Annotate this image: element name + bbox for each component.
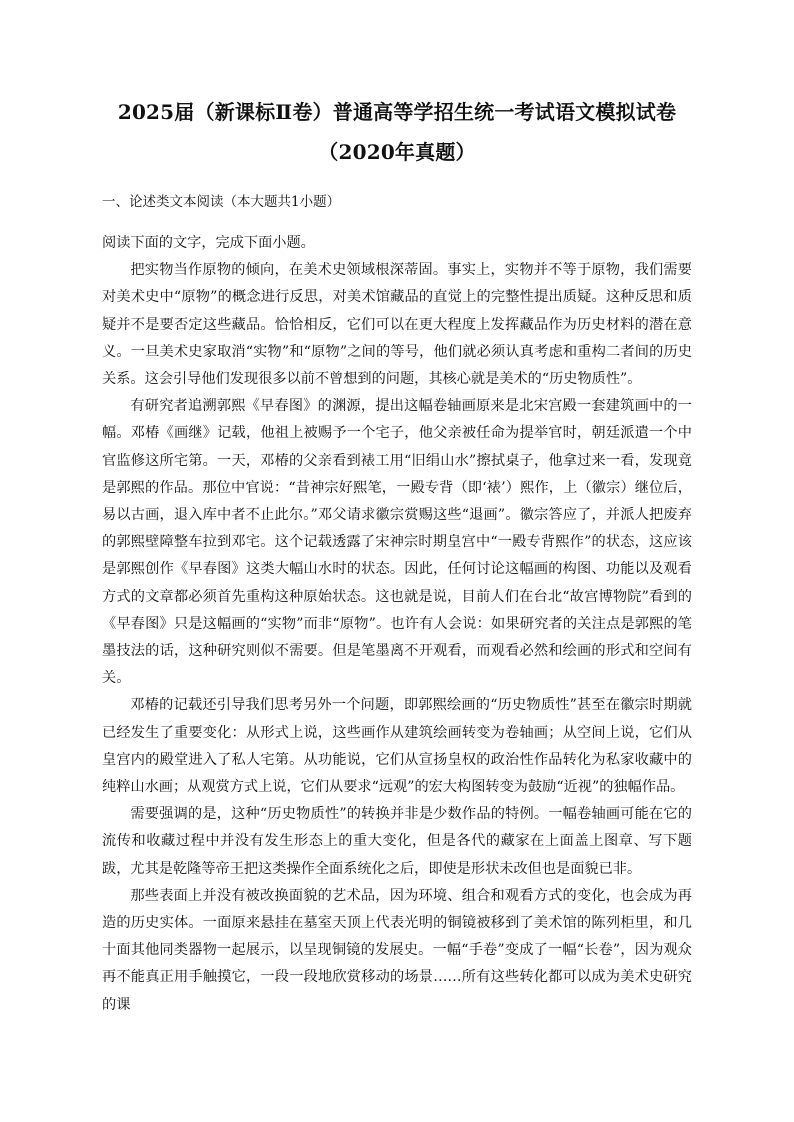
paragraph-5: 那些表面上并没有被改换面貌的艺术品，因为环境、组合和观看方式的变化，也会成为再造的历史实体。一面原来悬挂在墓室天顶上代表光明的铜镜被移到了美术馆的陈列柜里，和几十面其他同类器物一起展示，以呈现铜镜的发展史。一幅“手卷”变成了一幅“长卷”，因为观众再不能真正用手触摸它，一段一段地欣赏移动的场景……所有这些转化都可以成为美术史研究的课 (102, 887, 692, 1013)
section-heading: 一、论述类文本阅读（本大题共1小题） (102, 194, 341, 210)
passage-body (102, 230, 692, 1019)
reading-instruction: 阅读下面的文字，完成下面小题。 (102, 235, 315, 251)
paragraph-2: 有研究者追溯郭熙《早春图》的渊源，提出这幅卷轴画原来是北宋宫殿一套建筑画中的一幅。邓椿《画继》记载，他祖上被赐予一个宅子，他父亲被任命为提举官时，朝廷派遣一个中官监修这所宅第。一天，邓椿的父亲看到裱工用“旧绢山水”擦拭桌子，他拿过来一看，发现竟是郭熙的作品。那位中官说：“昔神宗好熙笔，一殿专背（即‘裱’）熙作，上（徽宗）继位后，易以古画，退入库中者不止此尔。”邓父请求徽宗赏赐这些“退画”。徽宗答应了，并派人把废弃的郭熙壁障整车拉到邓宅。这个记载透露了宋神宗时期皇宫中“一殿专背熙作”的状态，这应该是郭熙创作《早春图》这类大幅山水时的状态。因此，任何讨论这幅画的构图、功能以及观看方式的文章都必须首先重构这种原始状态。这也就是说，目前人们在台北“故宫博物院”看到的《早春图》只是这幅画的“实物”而非“原物”。也许有人会说：如果研究者的关注点是郭熙的笔墨技法的话，这种研究则似不需要。但是笔墨离不开观看，而观看必然和绘画的形式和空间有关。 (102, 398, 692, 687)
paragraph-4: 需要强调的是，这种“历史物质性”的转换并非是少数作品的特例。一幅卷轴画可能在它的流传和收藏过程中并没有发生形态上的重大变化，但是各代的藏家在上面盖上图章、写下题跋，尤其是乾隆等帝王把这类操作全面系统化之后，即使是形状未改但也是面貌已非。 (102, 806, 692, 877)
paragraph-3: 邓椿的记载还引导我们思考另外一个问题，即郭熙绘画的“历史物质性”甚至在徽宗时期就已经发生了重要变化：从形式上说，这些画作从建筑绘画转变为卷轴画；从空间上说，它们从皇宫内的殿堂进入了私人宅第。从功能说，它们从宣扬皇权的政治性作品转化为私家收藏中的纯粹山水画；从观赏方式上说，它们从要求“远观”的宏大构图转变为鼓励“近视”的独幅作品。 (102, 697, 692, 796)
document-title: 2025届（新课标Ⅱ卷）普通高等学招生统一考试语文模拟试卷 (117, 100, 677, 124)
document-subtitle: （2020年真题） (318, 140, 476, 164)
paragraph-1: 把实物当作原物的倾向，在美术史领域根深蒂固。事实上，实物并不等于原物，我们需要对美术史中“原物”的概念进行反思，对美术馆藏品的直觉上的完整性提出质疑。这种反思和质疑并不是要否定这些藏品。恰恰相反，它们可以在更大程度上发挥藏品作为历史材料的潜在意义。一旦美术史家取消“实物”和“原物”之间的等号，他们就必须认真考虑和重构二者间的历史关系。这会引导他们发现很多以前不曾想到的问题，其核心就是美术的“历史物质性”。 (102, 262, 692, 388)
